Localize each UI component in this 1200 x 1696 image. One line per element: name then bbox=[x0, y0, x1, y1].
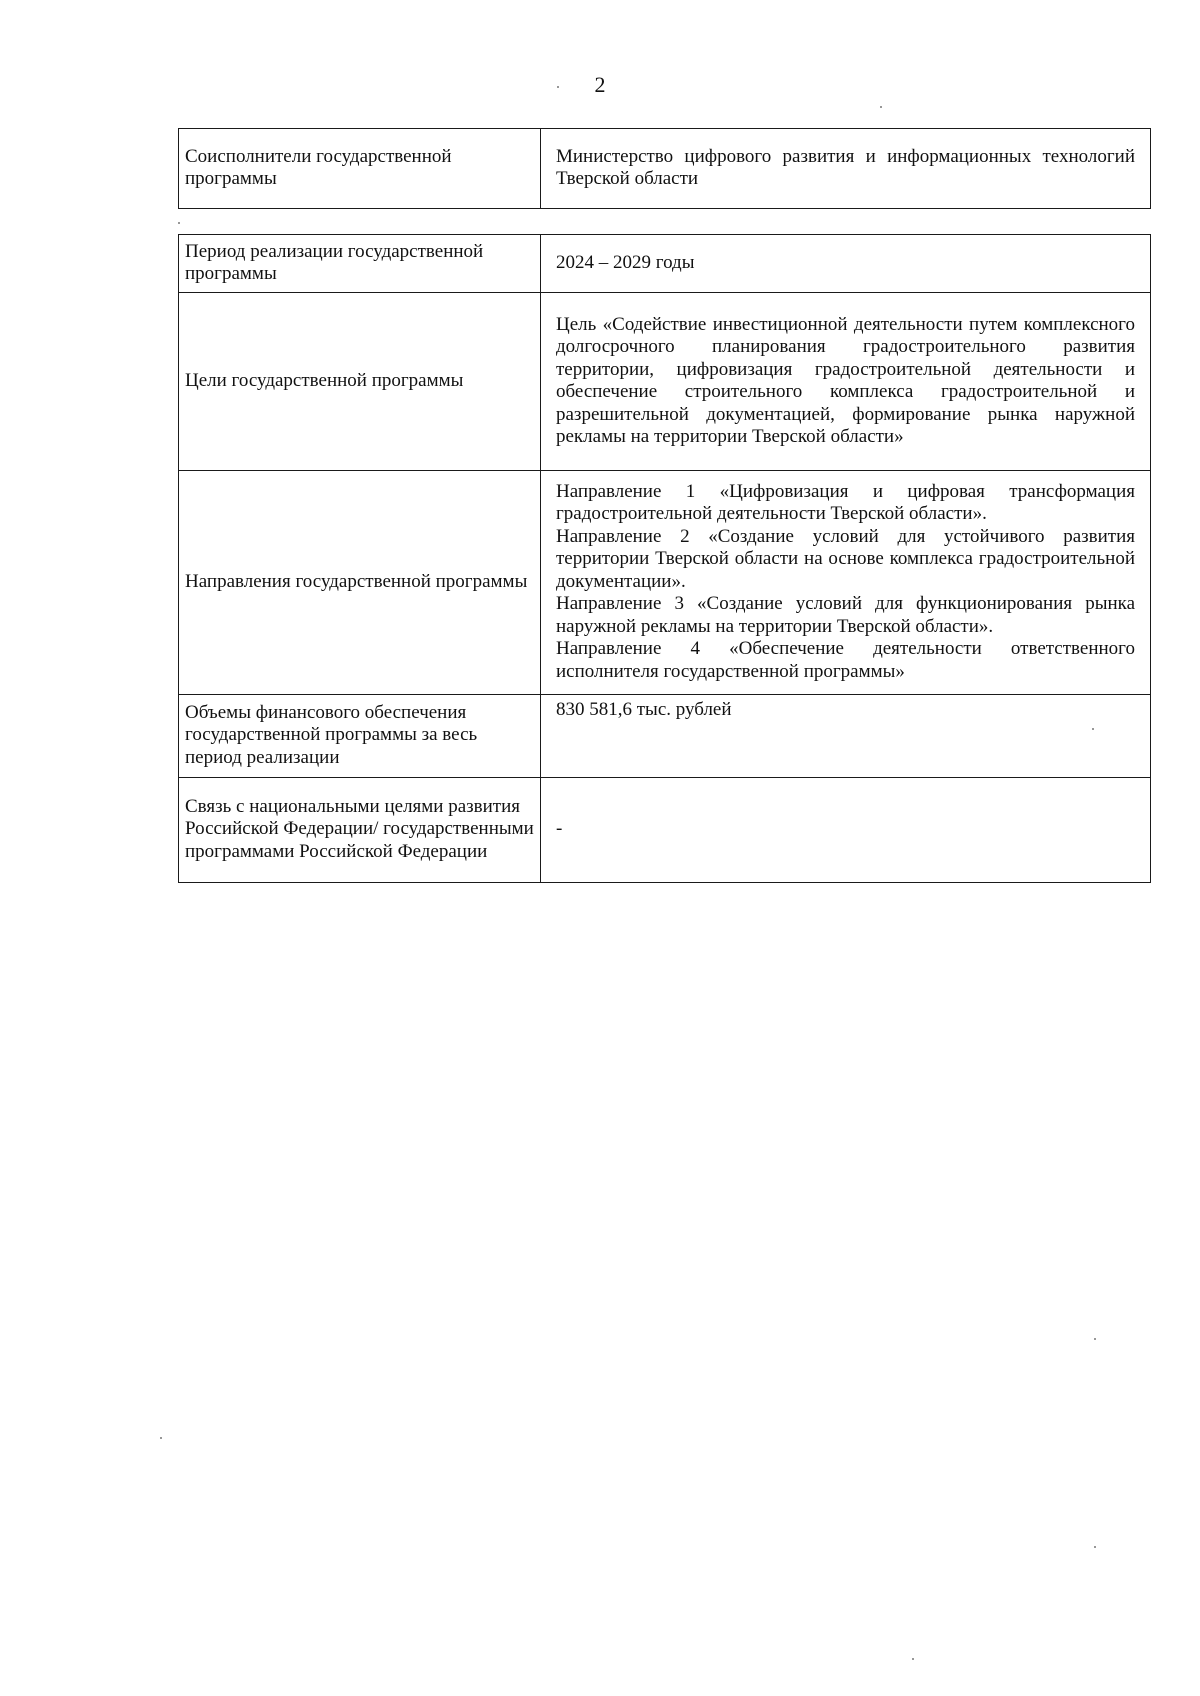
program-passport-table bbox=[178, 234, 1151, 883]
row-value-goals: Цель «Содействие инвестиционной деятельности путем комплексного долгосрочного планирования градостроительного развития территории, цифровизация градостроительной деятельности и обеспечение строительного комплекса градостроительной и разрешительной документацией, формирование рынка наружной рекламы на территории Тверской области» bbox=[541, 293, 1151, 471]
direction-paragraph: Направление 3 «Создание условий для функционирования рынка наружной рекламы на территории Тверской области». bbox=[556, 593, 1135, 637]
row-value-co-executors: Министерство цифрового развития и информационных технологий Тверской области bbox=[541, 129, 1151, 209]
row-label-period: Период реализации государственной программы bbox=[179, 235, 541, 293]
scan-speck bbox=[160, 1437, 162, 1439]
row-label-directions: Направления государственной программы bbox=[179, 471, 541, 695]
scan-speck bbox=[880, 106, 882, 108]
row-label-funding: Объемы финансового обеспечения государственной программы за весь период реализации bbox=[179, 695, 541, 778]
table-row bbox=[179, 293, 1151, 471]
table-row bbox=[179, 129, 1151, 209]
direction-paragraph: Направление 4 «Обеспечение деятельности ответственного исполнителя государственной программы» bbox=[556, 638, 1135, 682]
row-value-national-goals: - bbox=[541, 778, 1151, 883]
row-label-national-goals: Связь с национальными целями развития Российской Федерации/ государственными программами Российской Федерации bbox=[179, 778, 541, 883]
row-label-goals: Цели государственной программы bbox=[179, 293, 541, 471]
table-row bbox=[179, 778, 1151, 883]
scan-speck bbox=[1092, 728, 1094, 730]
table-row bbox=[179, 471, 1151, 695]
row-value-directions bbox=[541, 471, 1151, 695]
co-executors-table bbox=[178, 128, 1151, 209]
scan-speck bbox=[1094, 1338, 1096, 1340]
row-value-funding: 830 581,6 тыс. рублей bbox=[541, 695, 1151, 778]
table-row bbox=[179, 695, 1151, 778]
direction-paragraph: Направление 2 «Создание условий для устойчивого развития территории Тверской области на основе комплекса градостроительной документации». bbox=[556, 525, 1135, 592]
row-label-co-executors: Соисполнители государственной программы bbox=[179, 129, 541, 209]
scan-speck bbox=[178, 222, 180, 224]
page-number: 2 bbox=[594, 72, 606, 97]
direction-paragraph: Направление 1 «Цифровизация и цифровая трансформация градостроительной деятельности Тверской области». bbox=[556, 480, 1135, 525]
row-value-period: 2024 – 2029 годы bbox=[541, 235, 1151, 293]
table-row bbox=[179, 235, 1151, 293]
scan-speck bbox=[557, 86, 559, 88]
scan-speck bbox=[912, 1658, 914, 1660]
scan-speck bbox=[1094, 1546, 1096, 1548]
